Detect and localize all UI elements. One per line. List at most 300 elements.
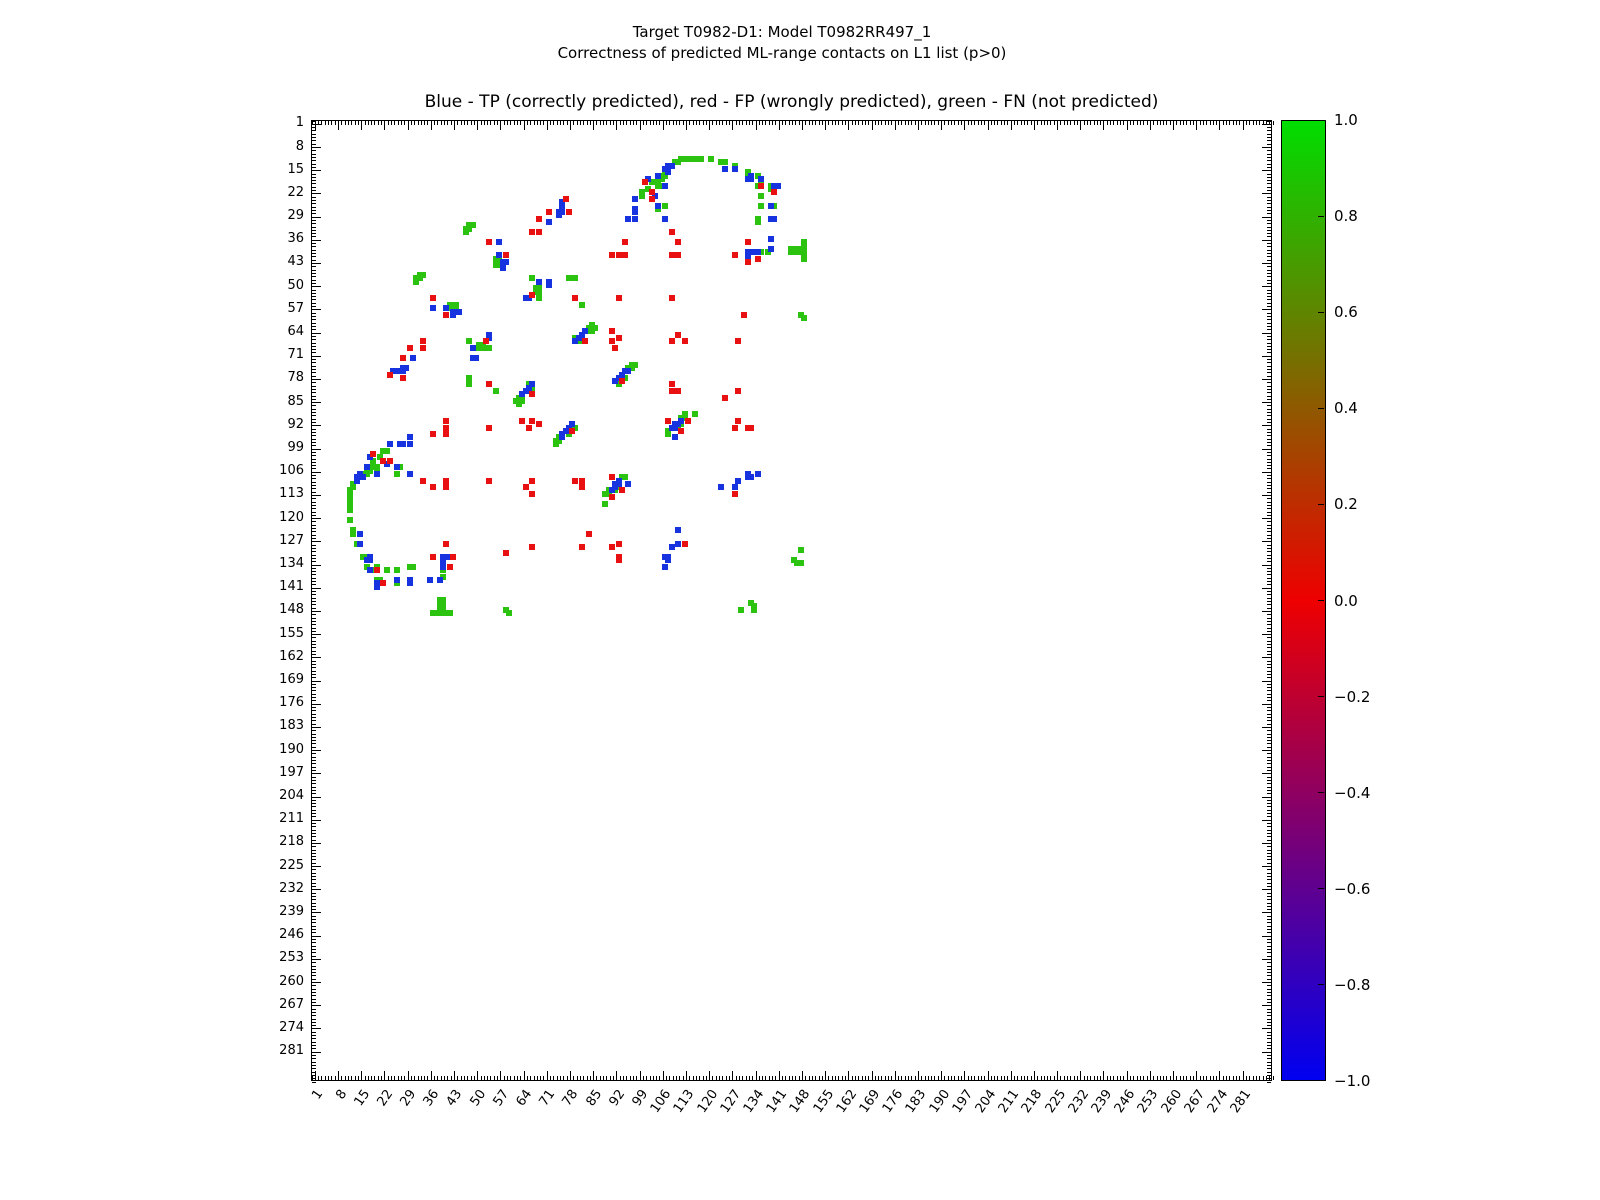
axis-tick [547, 121, 548, 130]
axis-tick [520, 121, 521, 125]
axis-tick [427, 1076, 428, 1080]
axis-tick [1024, 1076, 1025, 1080]
axis-tick [1267, 253, 1271, 254]
axis-tick [312, 826, 316, 827]
axis-tick [312, 690, 316, 691]
axis-tick [1267, 422, 1271, 423]
x-tick-label: 22 [374, 1087, 397, 1110]
axis-tick [696, 121, 697, 125]
axis-tick [312, 621, 316, 622]
axis-tick [941, 1071, 942, 1080]
axis-tick [1166, 121, 1167, 125]
axis-tick [1236, 1076, 1237, 1080]
axis-tick [1267, 690, 1271, 691]
axis-tick [1267, 382, 1271, 383]
axis-tick [895, 1071, 896, 1080]
axis-tick [312, 236, 316, 237]
y-tick-label: 204 [279, 788, 304, 803]
axis-tick [312, 213, 316, 214]
axis-tick [497, 1076, 498, 1080]
axis-tick [828, 121, 829, 125]
axis-tick [1267, 1058, 1271, 1059]
axis-tick [1262, 982, 1271, 983]
axis-tick [862, 1076, 863, 1080]
axis-tick [312, 856, 316, 857]
axis-tick [964, 121, 965, 130]
axis-tick [1267, 1038, 1271, 1039]
axis-tick [1267, 651, 1271, 652]
axis-tick [587, 1076, 588, 1080]
y-tick-label: 253 [279, 950, 304, 966]
axis-tick [1097, 121, 1098, 125]
axis-tick [785, 121, 786, 125]
axis-tick [312, 558, 316, 559]
axis-tick [312, 339, 316, 340]
axis-tick [341, 1076, 342, 1080]
axis-tick [1267, 1042, 1271, 1043]
axis-tick [1267, 979, 1271, 980]
axis-tick [1267, 856, 1271, 857]
axis-tick [312, 972, 316, 973]
colorbar-tick-label: −0.2 [1334, 687, 1371, 706]
y-tick-label: 85 [287, 393, 304, 409]
axis-tick [312, 840, 316, 841]
x-tick-label: 211 [995, 1087, 1023, 1116]
axis-tick [1259, 1076, 1260, 1080]
axis-tick [500, 1071, 501, 1080]
axis-tick [1263, 121, 1264, 125]
contact-cell [443, 305, 449, 311]
axis-tick [911, 1076, 912, 1080]
axis-tick [312, 313, 316, 314]
axis-tick [384, 121, 385, 130]
contact-cell [536, 216, 542, 222]
axis-tick [994, 1076, 995, 1080]
axis-tick [1267, 966, 1271, 967]
contact-cell [649, 189, 655, 195]
axis-tick [964, 1071, 965, 1080]
contact-cell [625, 481, 631, 487]
axis-tick [994, 121, 995, 125]
x-tick-label: 64 [513, 1087, 536, 1110]
contact-cell [675, 527, 681, 533]
colorbar-tick [1318, 792, 1324, 793]
axis-tick [358, 1076, 359, 1080]
axis-tick [1110, 121, 1111, 125]
contact-cell [698, 156, 704, 162]
axis-tick [888, 121, 889, 125]
axis-tick [1267, 488, 1271, 489]
axis-tick [312, 376, 316, 377]
axis-tick [1267, 896, 1271, 897]
axis-tick [1267, 584, 1271, 585]
contact-cell [529, 544, 535, 550]
axis-tick [1267, 969, 1271, 970]
axis-tick [600, 1076, 601, 1080]
axis-tick [1213, 121, 1214, 125]
axis-tick [1267, 405, 1271, 406]
axis-tick [1249, 1076, 1250, 1080]
axis-tick [1267, 280, 1271, 281]
axis-tick [312, 727, 321, 728]
axis-tick [630, 1076, 631, 1080]
y-tick-label: 106 [279, 463, 304, 479]
axis-tick [418, 121, 419, 125]
axis-tick [487, 1076, 488, 1080]
axis-tick [1262, 309, 1271, 310]
axis-tick [1267, 1035, 1271, 1036]
y-tick-label: 260 [279, 973, 304, 989]
axis-tick [457, 1076, 458, 1080]
contact-cell [486, 425, 492, 431]
contact-cell [735, 388, 741, 394]
contact-cell [394, 368, 400, 374]
axis-tick [312, 654, 316, 655]
axis-tick [898, 121, 899, 125]
axis-tick [1267, 452, 1271, 453]
axis-tick [312, 979, 316, 980]
contact-cell [394, 471, 400, 477]
axis-tick [1243, 121, 1244, 130]
axis-tick [1067, 121, 1068, 125]
contact-cell [755, 219, 761, 225]
contact-cell [400, 375, 406, 381]
axis-tick [819, 1076, 820, 1080]
axis-tick [365, 1076, 366, 1080]
axis-tick [865, 121, 866, 125]
axis-tick [699, 121, 700, 125]
contact-cell [450, 312, 456, 318]
contact-cell [669, 388, 675, 394]
axis-tick [593, 121, 594, 130]
contact-cell [619, 487, 625, 493]
axis-tick [524, 1071, 525, 1080]
contact-cell [612, 378, 618, 384]
contact-cell [443, 425, 449, 431]
axis-tick [872, 121, 873, 130]
axis-tick [1097, 1076, 1098, 1080]
contact-cell [735, 418, 741, 424]
axis-tick [643, 121, 644, 125]
axis-tick [312, 362, 316, 363]
axis-tick [756, 121, 757, 130]
contact-cell [486, 345, 492, 351]
axis-tick [1267, 306, 1271, 307]
axis-tick [312, 790, 316, 791]
axis-tick [1267, 435, 1271, 436]
axis-tick [1267, 604, 1271, 605]
axis-tick [312, 405, 316, 406]
axis-tick [312, 975, 316, 976]
axis-tick [312, 810, 316, 811]
axis-tick [583, 121, 584, 125]
contact-cell [466, 338, 472, 344]
contact-cell [755, 249, 761, 255]
axis-tick [1267, 714, 1271, 715]
axis-tick [510, 1076, 511, 1080]
axis-tick [852, 121, 853, 125]
contact-cell [609, 544, 615, 550]
contact-cell [609, 328, 615, 334]
axis-tick [312, 386, 316, 387]
axis-tick [1267, 1065, 1271, 1066]
axis-tick [1262, 681, 1271, 682]
x-tick-label: 169 [856, 1087, 884, 1116]
axis-tick [1267, 893, 1271, 894]
axis-tick [759, 1076, 760, 1080]
axis-tick [312, 482, 316, 483]
axis-tick [1103, 121, 1104, 130]
y-tick-label: 134 [279, 556, 304, 572]
axis-tick [1267, 1009, 1271, 1010]
axis-tick [1203, 1076, 1204, 1080]
contact-cell [616, 295, 622, 301]
axis-tick [447, 1076, 448, 1080]
contact-cell [556, 212, 562, 218]
axis-tick [646, 1076, 647, 1080]
axis-tick [312, 588, 321, 589]
axis-tick [968, 1076, 969, 1080]
axis-tick [1140, 121, 1141, 125]
axis-tick [312, 316, 316, 317]
axis-tick [312, 1025, 316, 1026]
axis-tick [1173, 1071, 1174, 1080]
axis-tick [312, 1009, 316, 1010]
axis-tick [1267, 823, 1271, 824]
x-tick-label: 141 [763, 1087, 791, 1116]
axis-tick [898, 1076, 899, 1080]
axis-tick [1267, 840, 1271, 841]
contact-cell [374, 471, 380, 477]
axis-tick [497, 121, 498, 125]
axis-tick [312, 551, 316, 552]
contact-cell [632, 196, 638, 202]
contact-cell [798, 249, 804, 255]
axis-tick [1267, 290, 1271, 291]
axis-tick [1267, 399, 1271, 400]
contact-cell [748, 176, 754, 182]
x-tick-label: 120 [694, 1087, 721, 1116]
axis-tick [312, 704, 321, 705]
axis-tick [427, 121, 428, 125]
axis-tick [878, 1076, 879, 1080]
axis-tick [374, 121, 375, 125]
axis-tick [1267, 419, 1271, 420]
axis-tick [507, 121, 508, 125]
y-tick-label: 148 [279, 602, 304, 618]
axis-tick [1180, 1076, 1181, 1080]
axis-tick [1031, 1076, 1032, 1080]
axis-tick [1267, 700, 1271, 701]
axis-tick [1090, 1076, 1091, 1080]
axis-tick [467, 121, 468, 125]
contact-cell [722, 159, 728, 165]
axis-tick [394, 121, 395, 125]
axis-tick [348, 1076, 349, 1080]
axis-tick [527, 1076, 528, 1080]
axis-tick [371, 121, 372, 125]
axis-tick [1262, 727, 1271, 728]
contact-cell [669, 338, 675, 344]
axis-tick [312, 230, 316, 231]
axis-tick [351, 121, 352, 125]
axis-tick [312, 160, 316, 161]
axis-tick [1027, 121, 1028, 125]
axis-tick [1123, 121, 1124, 125]
axis-tick [1267, 763, 1271, 764]
axis-tick [358, 121, 359, 125]
axis-tick [1007, 121, 1008, 125]
axis-tick [312, 926, 316, 927]
contact-cell [380, 458, 386, 464]
axis-tick [1262, 217, 1271, 218]
axis-tick [1034, 121, 1035, 130]
contact-cell [563, 196, 569, 202]
x-tick-label: 78 [559, 1087, 582, 1110]
contact-cell [443, 484, 449, 490]
axis-tick [312, 594, 316, 595]
axis-tick [885, 1076, 886, 1080]
y-tick-label: 183 [279, 718, 304, 734]
axis-tick [928, 1076, 929, 1080]
axis-tick [1267, 836, 1271, 837]
x-tick-label: 218 [1019, 1087, 1046, 1116]
axis-tick [762, 121, 763, 125]
axis-tick [1267, 386, 1271, 387]
axis-tick [809, 121, 810, 125]
contact-cell [572, 478, 578, 484]
axis-tick [325, 121, 326, 125]
axis-tick [805, 1076, 806, 1080]
contact-cell [486, 478, 492, 484]
axis-tick [878, 121, 879, 125]
axis-tick [1246, 121, 1247, 125]
axis-tick [1267, 266, 1271, 267]
axis-tick [580, 121, 581, 125]
contact-cell [407, 345, 413, 351]
axis-tick [312, 286, 321, 287]
axis-tick [988, 1071, 989, 1080]
axis-tick [570, 121, 571, 130]
axis-tick [328, 1076, 329, 1080]
axis-tick [312, 777, 316, 778]
axis-tick [312, 644, 316, 645]
axis-tick [1267, 753, 1271, 754]
axis-tick [312, 1055, 316, 1056]
axis-tick [1233, 1076, 1234, 1080]
axis-tick [775, 121, 776, 125]
contact-cell [662, 183, 668, 189]
axis-tick [1267, 409, 1271, 410]
axis-tick [1267, 906, 1271, 907]
axis-tick [312, 757, 316, 758]
contact-cell [579, 478, 585, 484]
axis-tick [954, 121, 955, 125]
axis-tick [1267, 942, 1271, 943]
axis-tick [1267, 372, 1271, 373]
axis-tick [312, 823, 316, 824]
axis-tick [312, 946, 316, 947]
axis-tick [600, 121, 601, 125]
axis-tick [1267, 929, 1271, 930]
axis-tick [1267, 694, 1271, 695]
axis-tick [1267, 641, 1271, 642]
axis-tick [1267, 972, 1271, 973]
x-tick-label: 43 [443, 1087, 466, 1110]
axis-tick [1186, 121, 1187, 125]
axis-tick [517, 121, 518, 125]
axis-tick [1267, 730, 1271, 731]
contact-cell [675, 332, 681, 338]
axis-tick [573, 1076, 574, 1080]
axis-tick [312, 299, 316, 300]
axis-tick [312, 531, 316, 532]
axis-tick [312, 290, 316, 291]
axis-tick [1229, 1076, 1230, 1080]
axis-tick [1011, 1071, 1012, 1080]
contact-cell [758, 176, 764, 182]
axis-tick [881, 1076, 882, 1080]
axis-tick [1267, 1032, 1271, 1033]
axis-tick [971, 1076, 972, 1080]
axis-tick [312, 545, 316, 546]
contact-cell [364, 464, 370, 470]
x-tick-label: 253 [1135, 1087, 1162, 1116]
axis-tick [1060, 121, 1061, 125]
axis-tick [663, 1071, 664, 1080]
axis-tick [312, 737, 316, 738]
y-tick-label: 120 [279, 509, 304, 525]
axis-tick [1267, 352, 1271, 353]
axis-tick [1267, 883, 1271, 884]
axis-tick [785, 1076, 786, 1080]
axis-tick [312, 919, 316, 920]
axis-tick [1219, 1071, 1220, 1080]
axis-tick [312, 303, 316, 304]
axis-tick [312, 1082, 316, 1083]
axis-tick [1267, 574, 1271, 575]
axis-tick [348, 121, 349, 125]
axis-tick [1267, 975, 1271, 976]
axis-tick [1267, 1002, 1271, 1003]
axis-tick [1267, 614, 1271, 615]
axis-tick [1037, 121, 1038, 125]
contact-cell [642, 179, 648, 185]
contact-cell [430, 554, 436, 560]
axis-tick [355, 1076, 356, 1080]
contact-cell [675, 239, 681, 245]
contact-cell [440, 607, 446, 613]
colorbar-tick [1318, 312, 1324, 313]
axis-tick [613, 1076, 614, 1080]
axis-tick [312, 296, 316, 297]
axis-tick [769, 1076, 770, 1080]
axis-tick [312, 379, 321, 380]
axis-tick [1267, 223, 1271, 224]
contact-cell [735, 478, 741, 484]
axis-tick [984, 121, 985, 125]
axis-tick [543, 121, 544, 125]
axis-tick [1001, 1076, 1002, 1080]
contact-cell [672, 425, 678, 431]
contact-cell [536, 279, 542, 285]
axis-tick [1113, 121, 1114, 125]
axis-tick [312, 863, 316, 864]
axis-tick [312, 366, 316, 367]
axis-tick [1239, 1076, 1240, 1080]
x-tick-label: 71 [536, 1087, 559, 1110]
contact-cell [569, 428, 575, 434]
